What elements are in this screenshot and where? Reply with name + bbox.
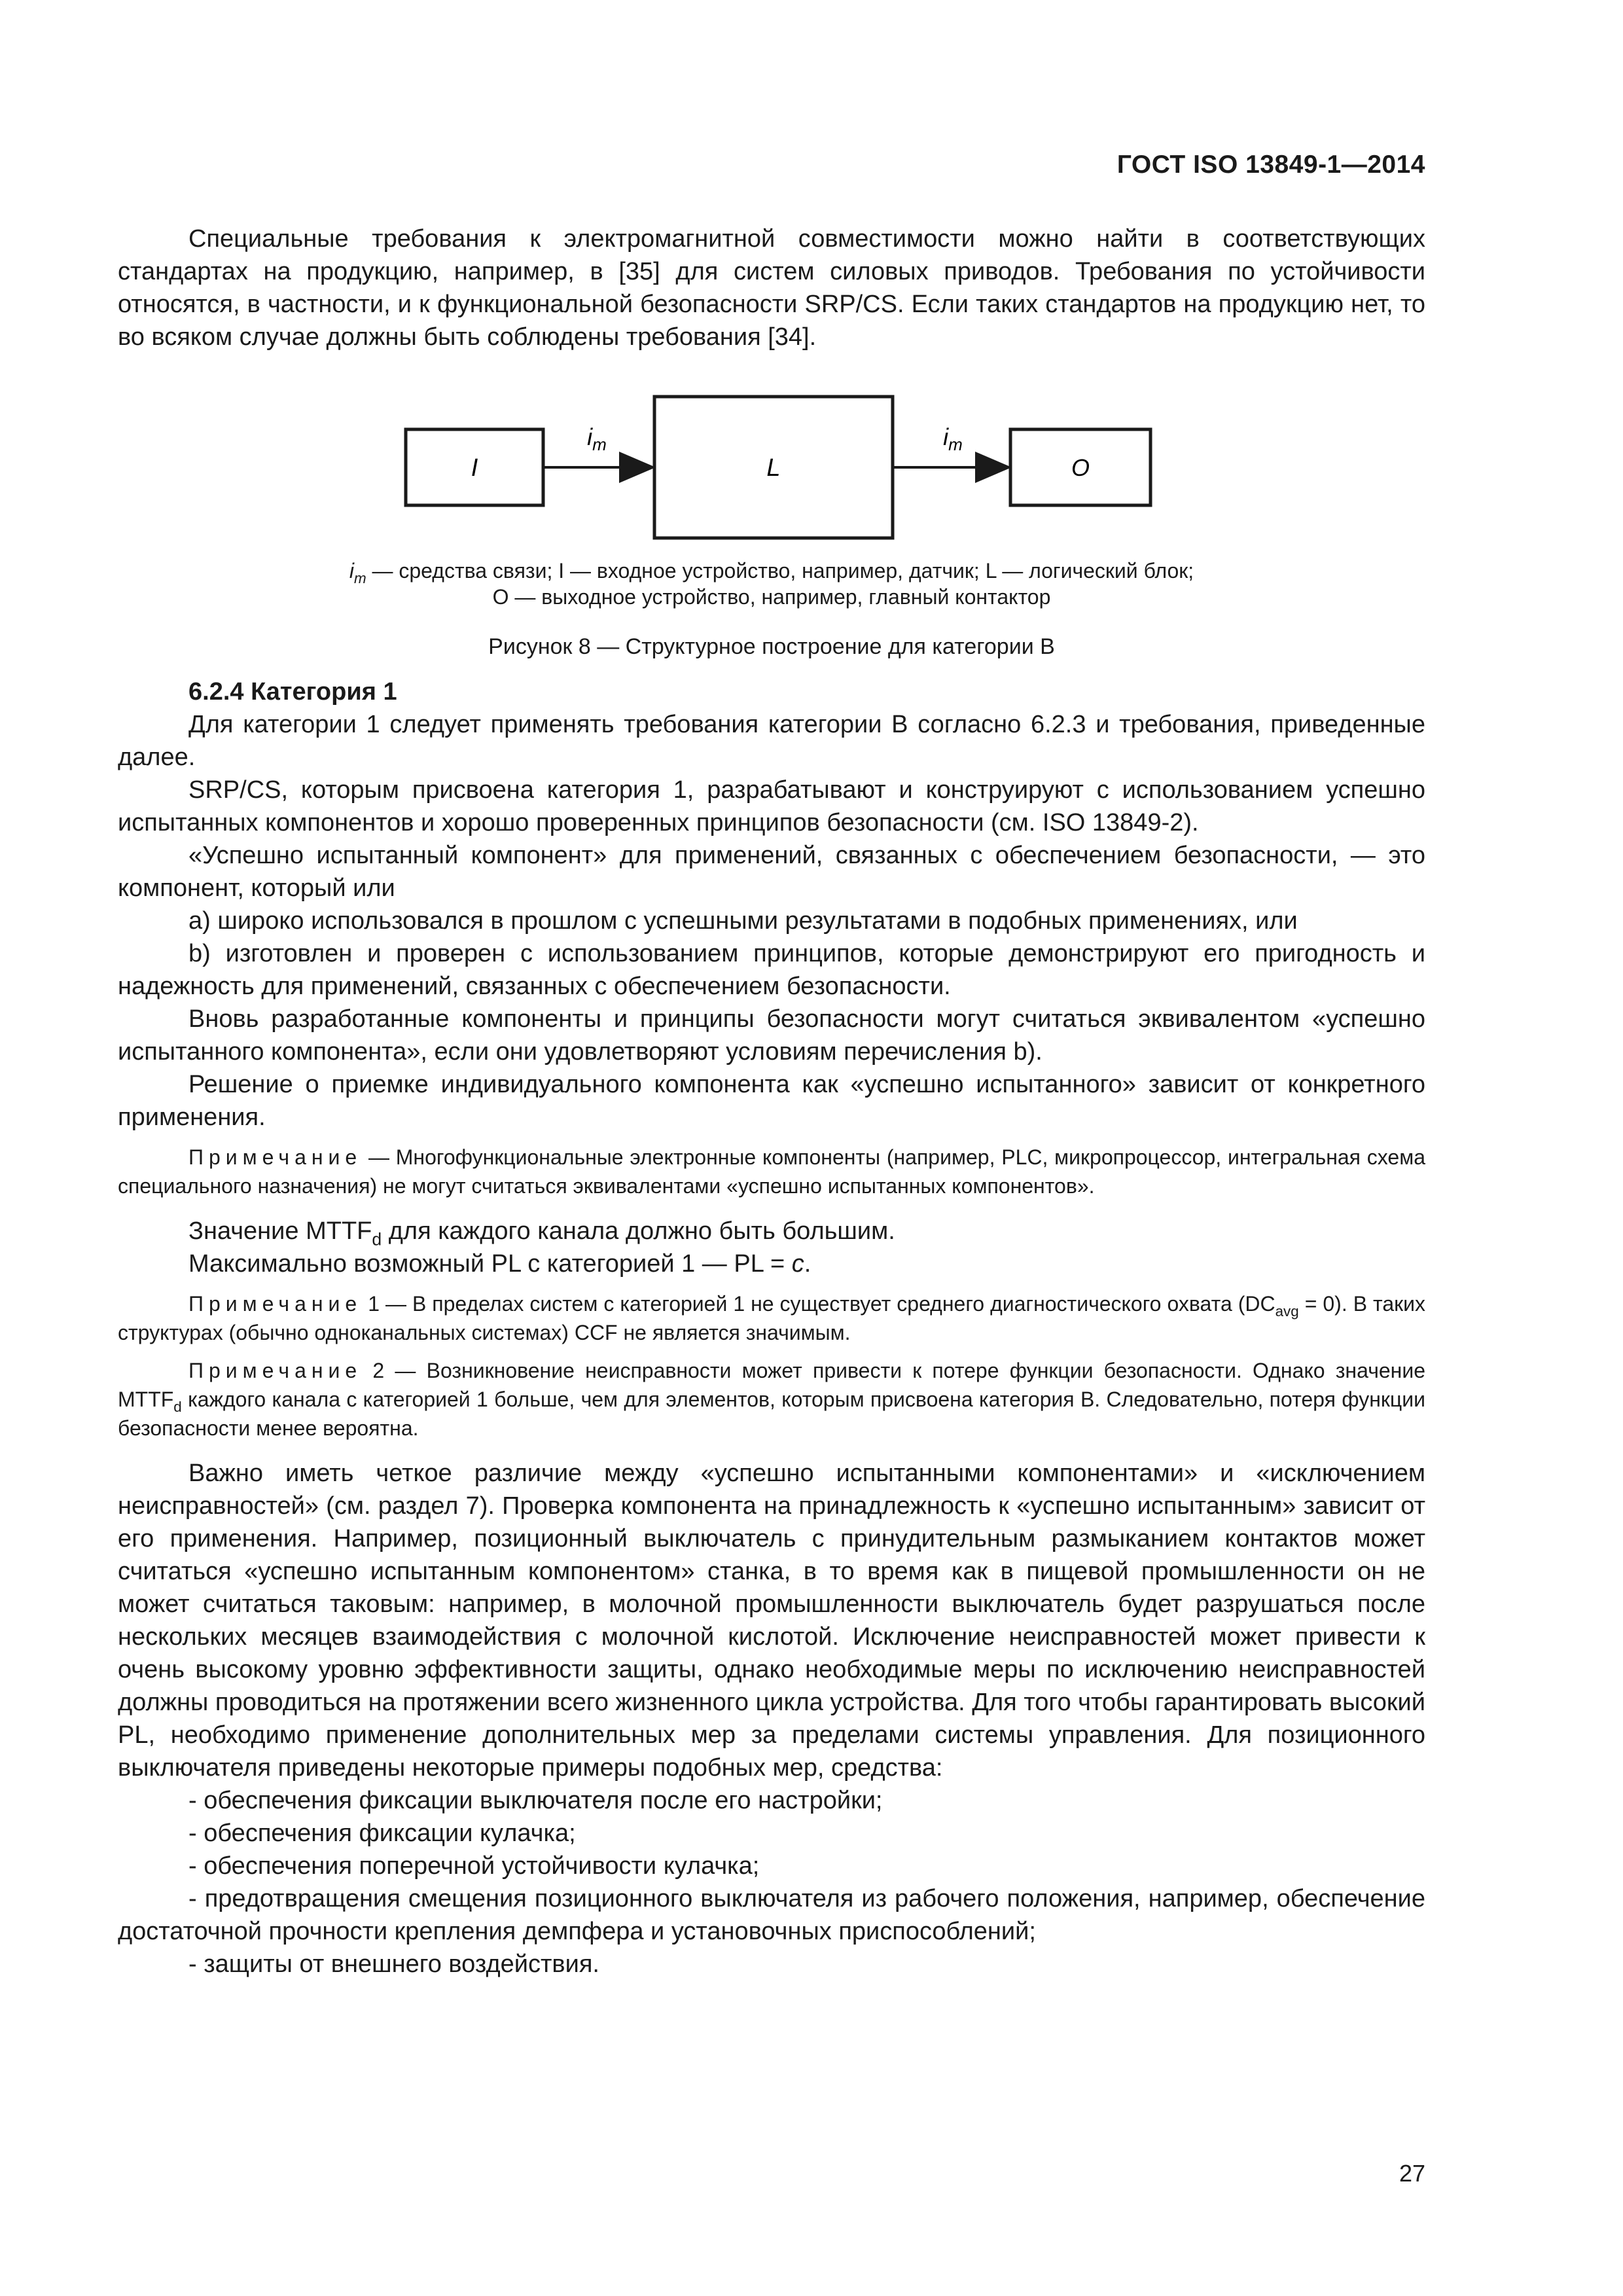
paragraph-4: Вновь разработанные компоненты и принципы безопасности могут считаться эквивалентом «успешно испытанного компонента», если они удовлетворяют условиям перечисления b). — [118, 1005, 1425, 1066]
bullet-item-4: - предотвращения смещения позиционного выключателя из рабочего положения, например, обеспечение достаточной прочности крепления демпфера и установочных приспособлений; — [118, 1885, 1425, 1945]
paragraph-6: Важно иметь четкое различие между «успешно испытанными компонентами» и «исключением неисправностей» (см. раздел 7). Проверка компонента на принадлежность к «успешно испытанным» зависит от его применения. Например, позиционный выключатель с принудительным размыканием контактов может считаться «успешно испытанным компонентом» станка, в то время как в пищевой промышленности он не может считаться таковым: например, в молочной промышленности выключатель будет разрушаться после нескольких месяцев взаимодействия с молочной кислотой. Исключение неисправностей может привести к очень высокому уровню эффективности защиты, однако необходимые меры по исключению неисправностей должны проводиться на протяжении всего жизненного цикла устройства. Для того чтобы гарантировать высокий PL, необходимо применение дополнительных мер за пределами системы управления. Для позиционного выключателя приведены некоторые примеры подобных мер, средства: — [118, 1460, 1425, 1782]
intro-block — [118, 223, 1425, 353]
note-0 — [118, 1143, 1425, 1200]
note-2: Примечание 2 — Возникновение неисправности может привести к потере функции безопасности. Однако значение $MTTF_d$ каждого канала с категорией 1 больше, чем для элементов, которым присвоена категория В. Следовательно, потеря функции безопасности менее вероятна. — [118, 1359, 1425, 1440]
paragraph-1: Для категории 1 следует применять требования категории В согласно 6.2.3 и требования, приведенные далее. — [118, 711, 1425, 771]
mttf-line: Значение $MTTF_d$ для каждого канала должно быть большим. — [188, 1217, 895, 1249]
list-item-a: а) широко использовался в прошлом с успешными результатами в подобных применениях, или — [188, 907, 1298, 935]
figure-title: Рисунок 8 — Структурное построение для категории В — [488, 634, 1055, 659]
figure-legend-line-2: O — выходное устройство, например, главный контактор — [492, 585, 1051, 609]
section-heading: 6.2.4 Категория 1 — [188, 678, 397, 706]
pl-line: Максимально возможный PL с категорией 1 — PL = c. — [188, 1250, 812, 1278]
figure-legend-line-1: $i_m$ — средства связи; I — входное устройство, например, датчик; L — логический блок; — [349, 559, 1194, 586]
note-1-label: Примечание — [188, 1292, 363, 1316]
figure-legend — [118, 558, 1425, 610]
note-1: Примечание 1 — В пределах систем с категорией 1 не существует среднего диагностического охвата $(DC_{avg} = 0)$. В таких структурах (обычно одноканальных системах) CCF не является значимым. — [118, 1292, 1426, 1344]
note-0-label: Примечание — [188, 1145, 363, 1169]
document-header: ГОСТ ISO 13849-1—2014 — [1116, 151, 1425, 179]
bullet-item-1: - обеспечения фиксации выключателя после его настройки; — [188, 1787, 883, 1814]
link-label-2: $i_m$ — [943, 423, 963, 454]
output-block-label: O — [1071, 454, 1090, 481]
structure-diagram — [118, 386, 1425, 543]
intro-paragraph: Специальные требования к электромагнитной совместимости можно найти в соответствующих стандартах на продукцию, например, в [35] для систем силовых приводов. Требования по устойчивости относятся, в частности, и к функциональной безопасности SRP/CS. Если таких стандартов на продукцию нет, то во всяком случае должны быть соблюдены требования [34]. — [118, 225, 1425, 351]
input-block-label: I — [471, 454, 478, 482]
bullet-item-5: - защиты от внешнего воздействия. — [188, 1950, 599, 1978]
page-number: 27 — [1399, 2160, 1425, 2187]
link-label-1: $i_m$ — [587, 423, 607, 454]
note-0-text: — Многофункциональные электронные компоненты (например, PLC, микропроцессор, интегральная схема специального назначения) не могут считаться эквивалентами «успешно испытанных компонентов». — [118, 1145, 1425, 1198]
list-item-b: b) изготовлен и проверен с использованием принципов, которые демонстрируют его пригодность и надежность для применений, связанных с обеспечением безопасности. — [118, 940, 1425, 1000]
logic-block-label: L — [766, 454, 781, 482]
bullet-item-2: - обеспечения фиксации кулачка; — [188, 1820, 576, 1847]
paragraph-5: Решение о приемке индивидуального компонента как «успешно испытанного» зависит от конкретного применения. — [118, 1071, 1425, 1131]
paragraph-2: SRP/CS, которым присвоена категория 1, разрабатывают и конструируют с использованием успешно испытанных компонентов и хорошо проверенных принципов безопасности (см. ISO 13849-2). — [118, 776, 1425, 836]
bullet-item-3: - обеспечения поперечной устойчивости кулачка; — [188, 1852, 760, 1880]
note-2-label: Примечание — [188, 1359, 363, 1382]
section-body — [118, 675, 1425, 1981]
paragraph-3: «Успешно испытанный компонент» для применений, связанных с обеспечением безопасности, — это компонент, который или — [118, 842, 1425, 902]
